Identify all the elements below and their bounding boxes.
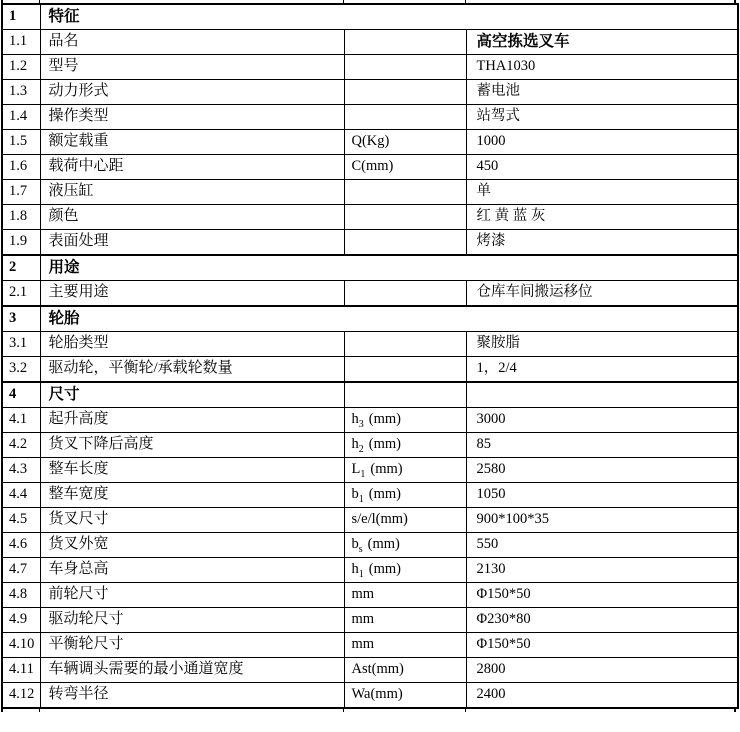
symbol-base: Q(Kg)	[351, 133, 390, 150]
row-symbol	[344, 433, 466, 458]
row-value: 红 黄 蓝 灰	[466, 205, 738, 230]
row-symbol	[344, 30, 466, 55]
row-value: 高空拣选叉车	[466, 30, 738, 55]
row-label: 额定载重	[40, 130, 344, 155]
row-number: 1.6	[2, 155, 40, 180]
cut-border-tick	[343, 0, 344, 3]
table-row	[2, 433, 738, 458]
row-label: 转弯半径	[40, 683, 344, 709]
row-symbol	[344, 658, 466, 683]
row-label: 货叉下降后高度	[40, 433, 344, 458]
table-row	[2, 230, 738, 256]
cut-border-tick	[465, 709, 466, 712]
row-label: 特征	[40, 4, 738, 30]
row-value: 蓄电池	[466, 80, 738, 105]
row-value	[466, 382, 738, 408]
table-row	[2, 658, 738, 683]
row-number: 4.8	[2, 583, 40, 608]
table-row	[2, 155, 738, 180]
row-number: 4.4	[2, 483, 40, 508]
symbol-base: b	[351, 486, 359, 503]
row-value: 900*100*35	[466, 508, 738, 533]
cut-border-tick	[734, 709, 736, 712]
row-number: 4.6	[2, 533, 40, 558]
row-symbol	[344, 180, 466, 205]
row-symbol	[344, 155, 466, 180]
row-label: 车辆调头需要的最小通道宽度	[40, 658, 344, 683]
row-symbol	[344, 583, 466, 608]
row-number: 4.3	[2, 458, 40, 483]
row-number: 4.7	[2, 558, 40, 583]
row-label: 轮胎类型	[40, 332, 344, 357]
table-row	[2, 30, 738, 55]
cut-border-tick	[1, 0, 3, 3]
symbol-subscript: 1	[360, 469, 366, 481]
row-number: 4.2	[2, 433, 40, 458]
table-row	[2, 332, 738, 357]
row-label: 操作类型	[40, 105, 344, 130]
row-label: 车身总高	[40, 558, 344, 583]
row-label: 用途	[40, 255, 738, 281]
row-value: 烤漆	[466, 230, 738, 256]
row-label: 驱动轮，平衡轮/承载轮数量	[40, 357, 344, 383]
row-value: THA1030	[466, 55, 738, 80]
symbol-base: L	[351, 461, 361, 478]
symbol-base: Ast(mm)	[351, 661, 404, 678]
table-row	[2, 255, 738, 281]
row-symbol	[344, 80, 466, 105]
row-symbol	[344, 357, 466, 383]
row-number: 1.8	[2, 205, 40, 230]
table-row	[2, 508, 738, 533]
table-row	[2, 281, 738, 307]
row-value: 550	[466, 533, 738, 558]
table-row	[2, 633, 738, 658]
row-symbol	[344, 55, 466, 80]
table-row	[2, 55, 738, 80]
table-cut-bottom	[0, 709, 738, 712]
table-row	[2, 4, 738, 30]
row-number: 4.12	[2, 683, 40, 709]
row-symbol	[344, 205, 466, 230]
row-label: 品名	[40, 30, 344, 55]
row-number: 4.11	[2, 658, 40, 683]
row-symbol	[344, 382, 466, 408]
row-value: 1050	[466, 483, 738, 508]
row-number: 4	[2, 382, 40, 408]
symbol-base: mm	[351, 611, 375, 628]
symbol-subscript: 1	[358, 569, 364, 581]
row-value: 85	[466, 433, 738, 458]
row-label: 尺寸	[40, 382, 344, 408]
row-number: 1.4	[2, 105, 40, 130]
table-row	[2, 558, 738, 583]
row-label: 轮胎	[40, 306, 738, 332]
symbol-base: mm	[351, 586, 375, 603]
symbol-base: h	[351, 561, 359, 578]
row-label: 驱动轮尺寸	[40, 608, 344, 633]
row-number: 2	[2, 255, 40, 281]
row-symbol	[344, 332, 466, 357]
row-number: 1.1	[2, 30, 40, 55]
symbol-unit: (mm)	[368, 411, 401, 428]
symbol-unit: (mm)	[368, 486, 401, 503]
cut-border-tick	[734, 0, 736, 3]
row-value: Φ150*50	[466, 583, 738, 608]
table-row	[2, 683, 738, 709]
table-cut-top	[0, 0, 738, 3]
table-row	[2, 306, 738, 332]
row-symbol	[344, 130, 466, 155]
row-value: Φ230*80	[466, 608, 738, 633]
row-label: 主要用途	[40, 281, 344, 307]
table-row	[2, 483, 738, 508]
row-label: 动力形式	[40, 80, 344, 105]
symbol-subscript: 3	[358, 419, 364, 431]
row-value: 单	[466, 180, 738, 205]
row-label: 平衡轮尺寸	[40, 633, 344, 658]
row-value: 仓库车间搬运移位	[466, 281, 738, 307]
row-value: 聚胺脂	[466, 332, 738, 357]
row-number: 4.10	[2, 633, 40, 658]
row-symbol	[344, 408, 466, 433]
spec-table	[1, 3, 739, 709]
row-label: 表面处理	[40, 230, 344, 256]
row-number: 1.5	[2, 130, 40, 155]
symbol-base: s/e/l(mm)	[351, 511, 408, 528]
symbol-subscript: 1	[358, 494, 364, 506]
row-symbol	[344, 533, 466, 558]
table-row	[2, 80, 738, 105]
row-symbol	[344, 281, 466, 307]
table-row	[2, 608, 738, 633]
table-row	[2, 180, 738, 205]
row-symbol	[344, 508, 466, 533]
row-number: 1.2	[2, 55, 40, 80]
row-value: 3000	[466, 408, 738, 433]
table-row	[2, 583, 738, 608]
symbol-base: mm	[351, 636, 375, 653]
row-symbol	[344, 608, 466, 633]
row-value: 1000	[466, 130, 738, 155]
row-symbol	[344, 558, 466, 583]
table-row	[2, 105, 738, 130]
row-symbol	[344, 633, 466, 658]
row-value: 450	[466, 155, 738, 180]
table-row	[2, 408, 738, 433]
cut-border-tick	[465, 0, 466, 3]
cut-border-tick	[343, 709, 344, 712]
row-value: Φ150*50	[466, 633, 738, 658]
row-label: 整车宽度	[40, 483, 344, 508]
row-label: 起升高度	[40, 408, 344, 433]
row-label: 载荷中心距	[40, 155, 344, 180]
row-number: 4.1	[2, 408, 40, 433]
cut-border-tick	[39, 709, 40, 712]
row-number: 1	[2, 4, 40, 30]
row-label: 前轮尺寸	[40, 583, 344, 608]
table-row	[2, 533, 738, 558]
table-row	[2, 357, 738, 383]
symbol-unit: (mm)	[368, 561, 401, 578]
symbol-base: b	[351, 536, 359, 553]
row-label: 液压缸	[40, 180, 344, 205]
spec-table-body	[2, 4, 738, 708]
table-row	[2, 130, 738, 155]
row-number: 1.7	[2, 180, 40, 205]
row-symbol	[344, 105, 466, 130]
cut-border-tick	[39, 0, 40, 3]
row-number: 1.9	[2, 230, 40, 256]
row-label: 货叉尺寸	[40, 508, 344, 533]
row-number: 3	[2, 306, 40, 332]
table-row	[2, 458, 738, 483]
row-number: 3.1	[2, 332, 40, 357]
row-symbol	[344, 458, 466, 483]
row-label: 颜色	[40, 205, 344, 230]
symbol-subscript: 2	[358, 444, 364, 456]
row-value: 1，2/4	[466, 357, 738, 383]
row-number: 4.9	[2, 608, 40, 633]
row-symbol	[344, 683, 466, 709]
table-row	[2, 205, 738, 230]
row-symbol	[344, 483, 466, 508]
row-value: 2580	[466, 458, 738, 483]
symbol-unit: (mm)	[367, 536, 400, 553]
row-value: 站驾式	[466, 105, 738, 130]
cut-border-tick	[1, 709, 3, 712]
symbol-unit: (mm)	[368, 436, 401, 453]
row-label: 整车长度	[40, 458, 344, 483]
row-number: 1.3	[2, 80, 40, 105]
table-row	[2, 382, 738, 408]
symbol-subscript: s	[358, 544, 363, 556]
symbol-base: h	[351, 411, 359, 428]
symbol-unit: (mm)	[370, 461, 403, 478]
row-value: 2130	[466, 558, 738, 583]
row-label: 型号	[40, 55, 344, 80]
row-number: 3.2	[2, 357, 40, 383]
row-symbol	[344, 230, 466, 256]
row-number: 2.1	[2, 281, 40, 307]
symbol-base: h	[351, 436, 359, 453]
row-number: 4.5	[2, 508, 40, 533]
row-value: 2800	[466, 658, 738, 683]
row-label: 货叉外宽	[40, 533, 344, 558]
symbol-base: Wa(mm)	[351, 686, 403, 703]
symbol-base: C(mm)	[351, 158, 394, 175]
row-value: 2400	[466, 683, 738, 709]
